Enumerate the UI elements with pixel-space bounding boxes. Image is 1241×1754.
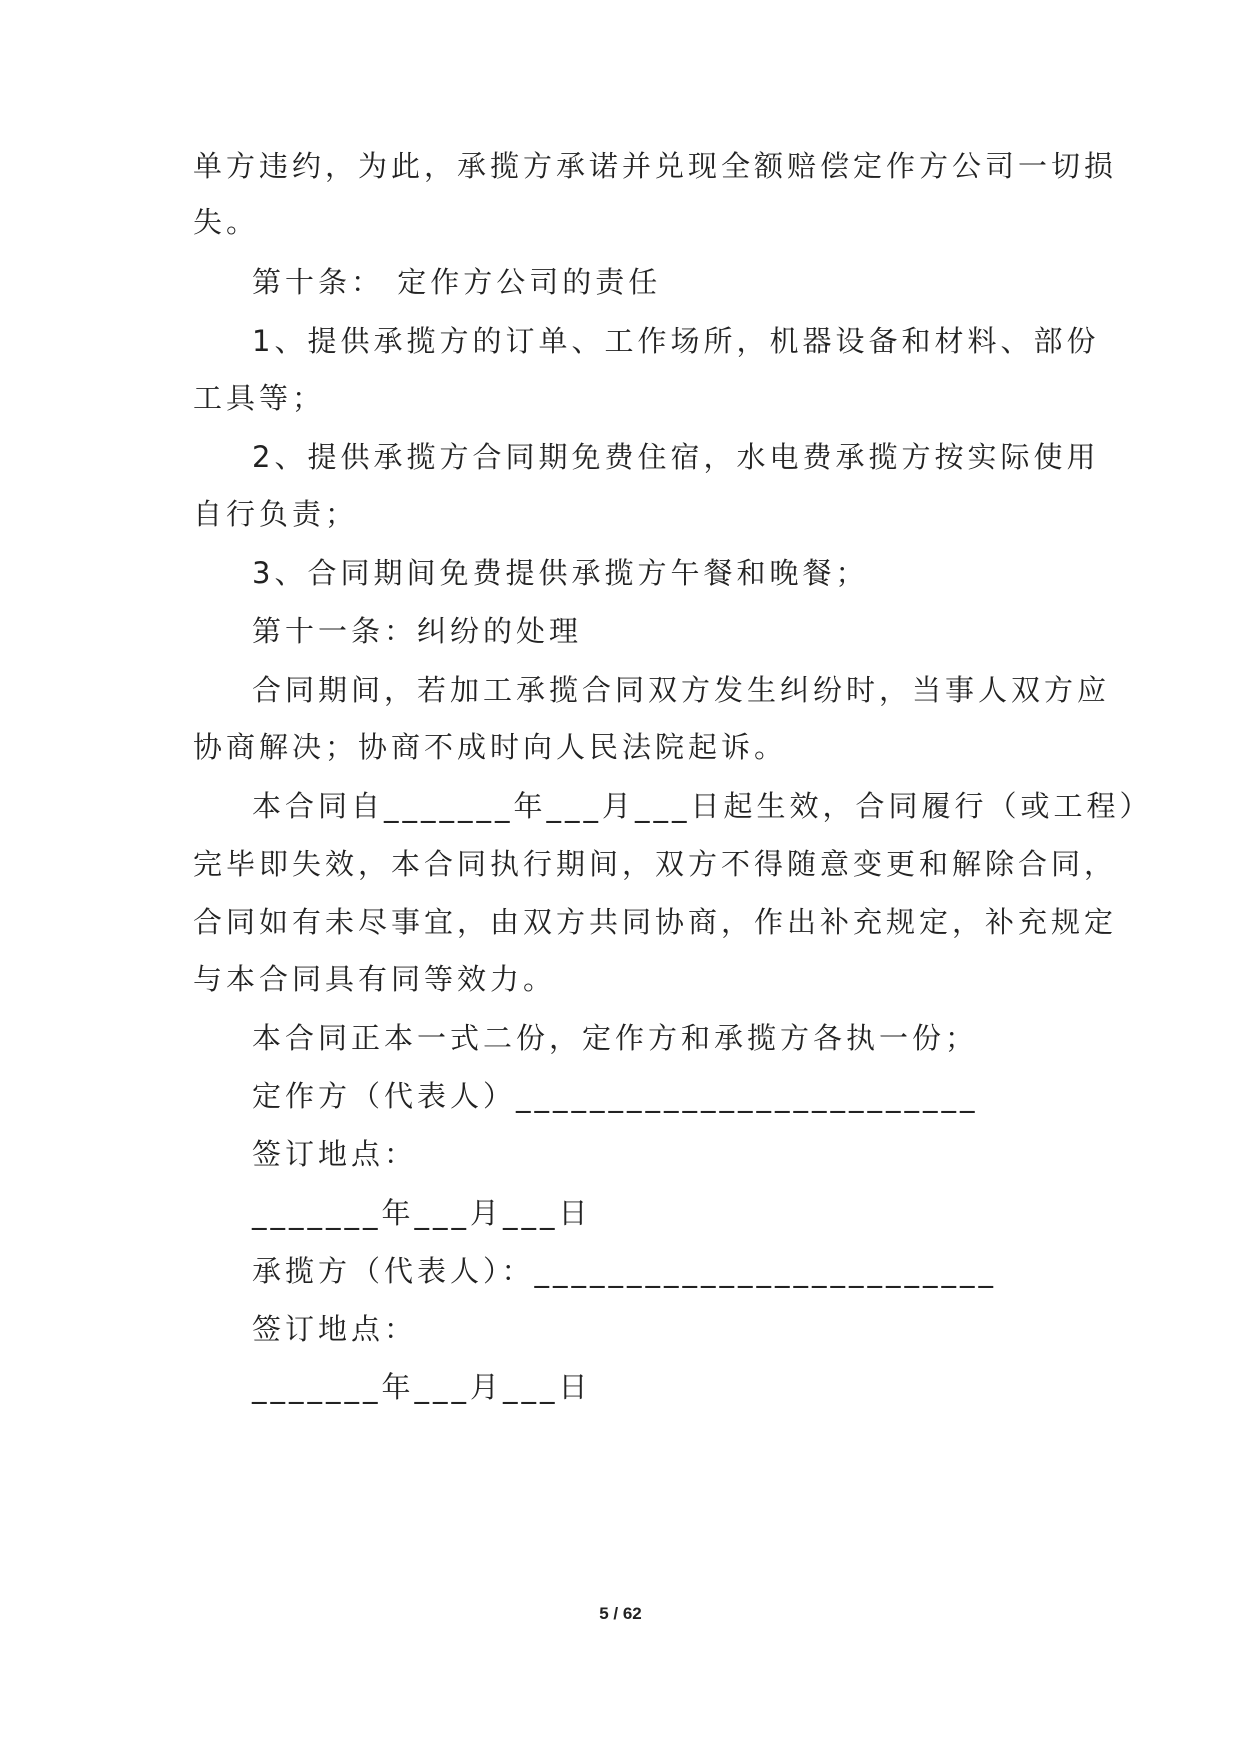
paragraph-line: 本合同自_______年___月___日起生效，合同履行（或工程）: [252, 789, 1153, 823]
article-heading: 第十条： 定作方公司的责任: [252, 265, 662, 299]
article-heading: 第十一条：纠纷的处理: [252, 614, 583, 648]
page-number: 5 / 62: [599, 1604, 642, 1623]
paragraph-line: 合同如有未尽事宜，由双方共同协商，作出补充规定，补充规定: [193, 905, 1118, 939]
paragraph-line: 协商解决；协商不成时向人民法院起诉。: [193, 730, 788, 764]
list-item: 1、提供承揽方的订单、工作场所，机器设备和材料、部份: [252, 324, 1100, 358]
paragraph-line: 本合同正本一式二份，定作方和承揽方各执一份；: [252, 1021, 979, 1055]
signing-place-label: 签订地点：: [252, 1137, 418, 1171]
paragraph-line: 完毕即失效，本合同执行期间，双方不得随意变更和解除合同，: [193, 847, 1118, 881]
paragraph-line: 工具等；: [193, 381, 326, 415]
signature-line: 承揽方（代表人）：_________________________: [252, 1254, 998, 1288]
date-line: _______年___月___日: [252, 1370, 592, 1404]
list-item: 2、提供承揽方合同期免费住宿，水电费承揽方按实际使用: [252, 440, 1100, 474]
date-line: _______年___月___日: [252, 1196, 592, 1230]
paragraph-line: 自行负责；: [193, 497, 359, 531]
signature-line: 定作方（代表人）_________________________: [252, 1079, 979, 1113]
paragraph-line: 单方违约，为此，承揽方承诺并兑现全额赔偿定作方公司一切损: [193, 149, 1118, 183]
paragraph-line: 失。: [193, 205, 260, 239]
signing-place-label: 签订地点：: [252, 1312, 418, 1346]
list-item: 3、合同期间免费提供承揽方午餐和晚餐；: [252, 556, 869, 590]
paragraph-line: 与本合同具有同等效力。: [193, 962, 557, 996]
paragraph-line: 合同期间，若加工承揽合同双方发生纠纷时，当事人双方应: [252, 673, 1111, 707]
